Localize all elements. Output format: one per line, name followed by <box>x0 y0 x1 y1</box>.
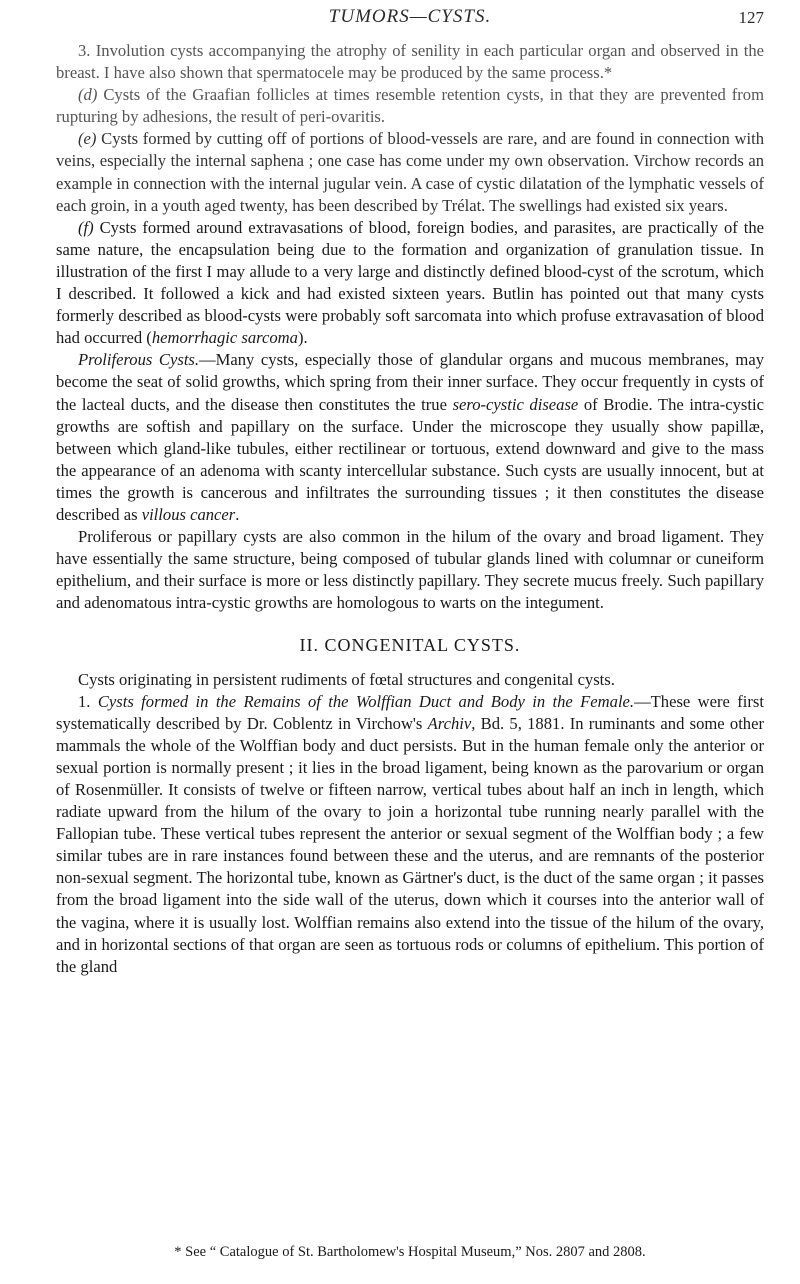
section-heading-congenital-cysts: II. CONGENITAL CYSTS. <box>299 635 521 656</box>
paragraph-blood-vessel-cysts: (e) Cysts formed by cutting off of portions of blood-vessels are rare, and are found in connection with veins, especially the internal saphena ; one case has come under my own observation. Virchow records an example in connection with the internal jugular vein. A case of cystic dilatation of the lymphatic vessels of each groin, in a youth aged twenty, has been described by Trélat. The swellings had existed six years. <box>56 129 764 215</box>
paragraph-proliferous-cysts: Proliferous Cysts.—Many cysts, especially those of glandular organs and mucous membranes, may become the seat of solid growths, which spring from their inner surface. They occur frequently in cysts of the lacteal ducts, and the disease then constitutes the true sero-cystic disease of Brodie. The intra-cystic growths are softish and papillary on the surface. Under the microscope they usually show papillæ, between which gland-like tubules, either rectilinear or tortuous, extend downward and give to the mass the appearance of an adenoma with scanty intercellular substance. Such cysts are usually innocent, but at times the growth is cancerous and infiltrates the surrounding tissues ; it then constitutes the disease described as villous cancer. <box>56 350 764 524</box>
item-label-d: (d) <box>78 85 98 105</box>
footnote: * See “ Catalogue of St. Bartholomew's Hospital Museum,” Nos. 2807 and 2808. <box>174 1244 646 1260</box>
paragraph-congenital-intro: Cysts originating in persistent rudiments of fœtal structures and congenital cysts. <box>78 669 615 689</box>
proliferous-cysts-title: Proliferous Cysts. <box>78 350 200 370</box>
paragraph-extravasation-cysts: (f) Cysts formed around extravasations of blood, foreign bodies, and parasites, are practically of the same nature, the encapsulation being due to the formation and organization of granulation tissue. In illustration of the first I may allude to a very large and distinctly defined blood-cyst of the scrotum, which I described. It followed a kick and had existed sixteen years. Butlin has pointed out that many cysts formerly described as blood-cysts were probably soft sarcomata into which profuse extravasation of blood had occurred (hemorrhagic sarcoma). <box>56 217 764 348</box>
running-head <box>56 6 764 40</box>
wolffian-cysts-title: Cysts formed in the Remains of the Wolffian Duct and Body in the Female. <box>97 691 635 711</box>
paragraph-wolffian-cysts: 1. Cysts formed in the Remains of the Wolffian Duct and Body in the Female.—These were first systematically described by Dr. Coblentz in Virchow's Archiv, Bd. 5, 1881. In ruminants and some other mammals the whole of the Wolffian body and duct persists. But in the human female only the anterior or sexual portion is normally present ; it lies in the broad ligament, being known as the parovarium or organ of Rosenmüller. It consists of twelve or fifteen narrow, vertical tubes about half an inch in length, which radiate upward from the hilum of the ovary to join a horizontal tube running nearly parallel with the Fallopian tube. These vertical tubes represent the anterior or sexual segment of the Wolffian body ; a few similar tubes are in rare instances found between these and the uterus, and are remnants of the posterior non-sexual segment. The horizontal tube, known as Gärtner's duct, is the duct of the same organ ; it passes from the broad ligament into the side wall of the uterus, down which it courses into the anterior wall of the vagina, where it is usually lost. Wolffian remains also extend into the tissue of the hilum of the ovary, and in horizontal sections of that organ are seen as tortuous rods or columns of epithelium. This portion of the gland <box>56 691 765 976</box>
running-title: TUMORS—CYSTS. <box>328 6 492 27</box>
paragraph-involution-cysts: 3. Involution cysts accompanying the atrophy of senility in each particular organ and observed in the breast. I have also shown that spermatocele may be produced by the same process.* <box>56 41 764 83</box>
paragraph-graafian-cysts: (d) Cysts of the Graafian follicles at times resemble retention cysts, in that they are prevented from rupturing by adhesions, the result of peri-ovaritis. <box>56 85 764 127</box>
body-text <box>56 40 764 978</box>
page-number: 127 <box>738 8 764 27</box>
item-label-e: (e) <box>78 129 97 149</box>
item-label-f: (f) <box>78 217 94 237</box>
book-page <box>56 0 764 978</box>
paragraph-papillary-cysts: Proliferous or papillary cysts are also common in the hilum of the ovary and broad ligament. They have essentially the same structure, being composed of tubular glands lined with columnar or cuneiform epithelium, and their surface is more or less distinctly papillary. They secrete mucus freely. Such papillary and adenomatous intra-cystic growths are homologous to warts on the integument. <box>56 527 764 613</box>
